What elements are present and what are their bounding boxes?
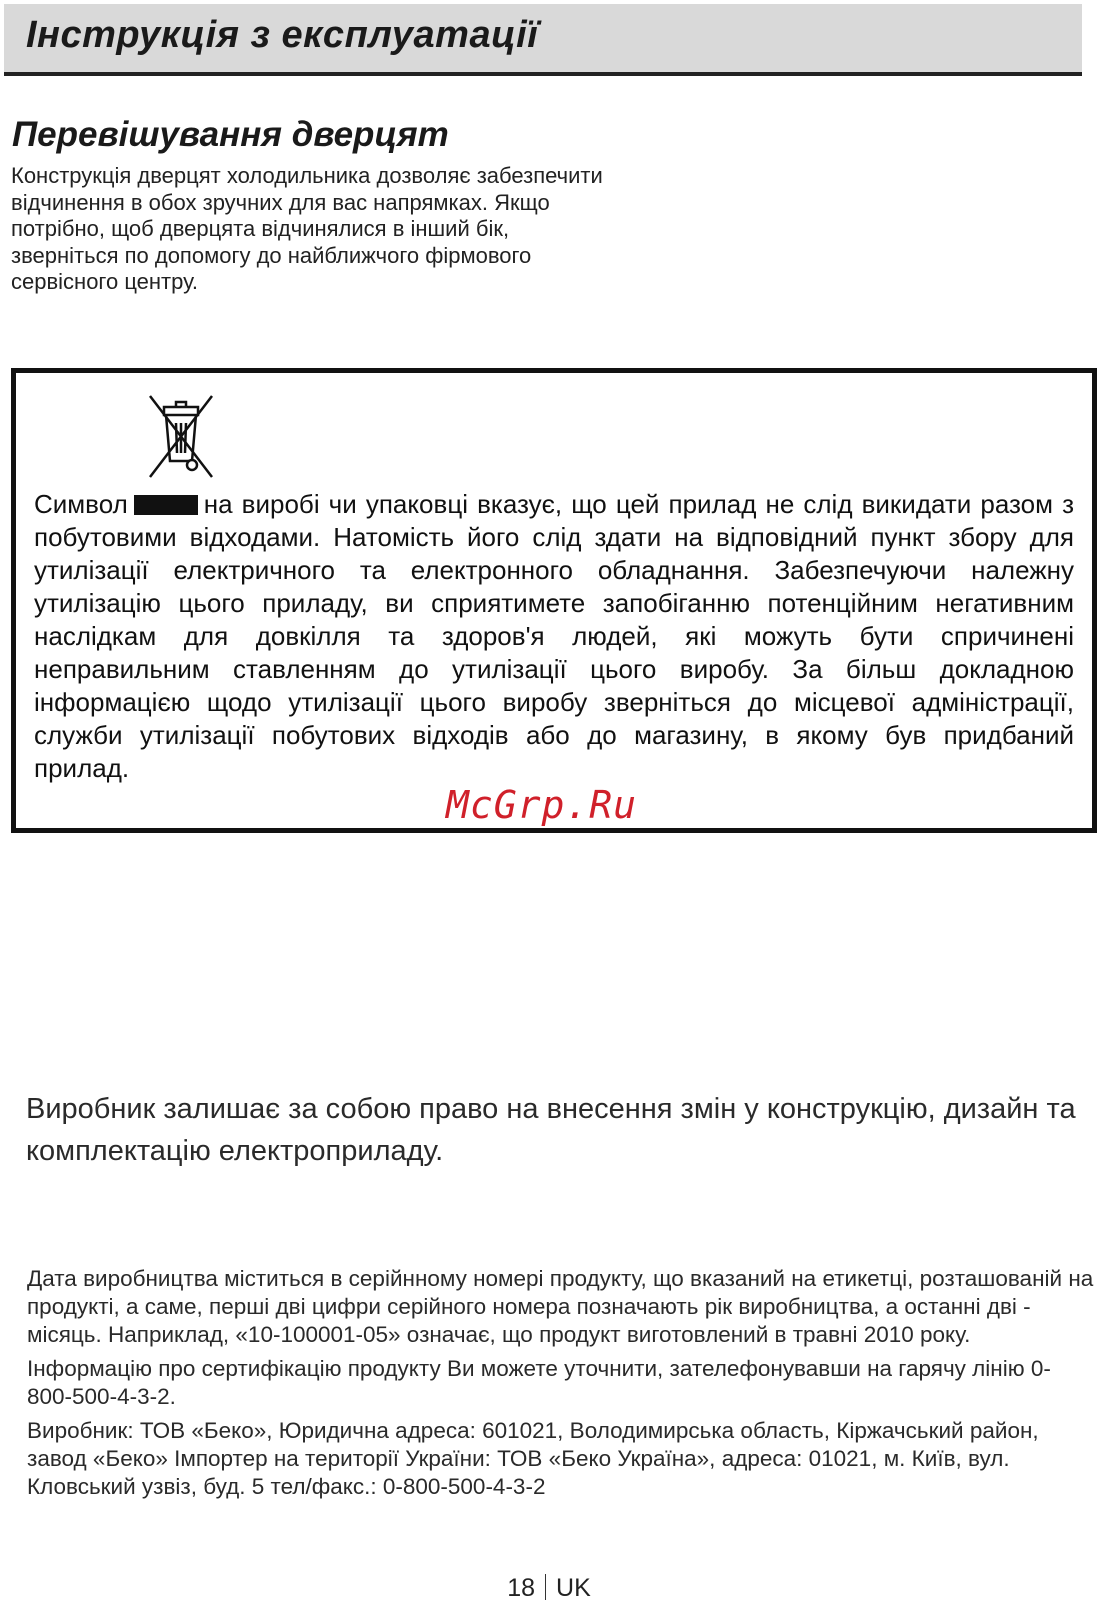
- crossed-out-wheelie-bin-icon: [146, 393, 216, 481]
- weee-disposal-text: [34, 488, 1074, 785]
- page-header-title: Інструкція з експлуатації: [26, 14, 539, 56]
- certification-text: Інформацію про сертифікацію продукту Ви можете уточнити, зателефонувавши на гарячу лінію 0-800-500-4-3-2.: [27, 1356, 1051, 1409]
- watermark-text: McGrp.Ru: [446, 783, 638, 827]
- page-separator: [545, 1574, 546, 1600]
- door-reversal-text: Конструкція дверцят холодильника дозволяє забезпечити відчинення в обох зручних для вас напрямках. Якщо потрібно, щоб дверцята відчинялися в інший бік, зверніться по допомогу до найближчого фірмового сервісного центру.: [11, 163, 603, 294]
- page-header: [4, 4, 1082, 76]
- symbol-placeholder-box: [134, 495, 198, 515]
- manufacturer-address-text: Виробник: ТОВ «Беко», Юридична адреса: 601021, Володимирська область, Кіржачський район, завод «Беко» Імпортер на території України: ТОВ «Беко Україна», адреса: 01021, м. Київ, вул. Кловський узвіз, буд. 5 тел/факс.: 0-800-500-4-3-2: [27, 1418, 1039, 1499]
- weee-text-start: Символ: [34, 489, 128, 519]
- door-reversal-title: Перевішування дверцят: [12, 115, 449, 154]
- weee-disposal-box: [11, 368, 1097, 833]
- manufacturer-rights-note: Виробник залишає за собою право на внесення змін у конструкцію, дизайн та комплектацію електроприладу.: [26, 1093, 1076, 1167]
- page-number: 18: [507, 1574, 536, 1602]
- page-footer: [0, 1574, 1098, 1603]
- language-code: UK: [556, 1574, 591, 1602]
- weee-text-rest: на виробі чи упаковці вказує, що цей прилад не слід викидати разом з побутовими відходами. Натомість його слід здати на відповідний пункт збору для утилізації електричного та електронного обладнання. Забезпечуючи належну утилізацію цього приладу, ви сприятимете запобіганню потенційним негативним наслідкам для довкілля та здоров'я людей, які можуть бути спричинені неправильним ставленням до утилізації цього виробу. За більш докладною інформацією щодо утилізації цього виробу зверніться до місцевої адміністрації, служби утилізації побутових відходів або до магазину, в якому був придбаний прилад.: [34, 489, 1074, 783]
- legal-info-block: [27, 1265, 1095, 1507]
- production-date-text: Дата виробництва міститься в серійнному номері продукту, що вказаний на етикетці, розташованій на продукті, а саме, перші дві цифри серійного номера позначають рік виробництва, а останні дві - місяць. Наприклад, «10-100001-05» означає, що продукт виготовлений в травні 2010 року.: [27, 1266, 1094, 1347]
